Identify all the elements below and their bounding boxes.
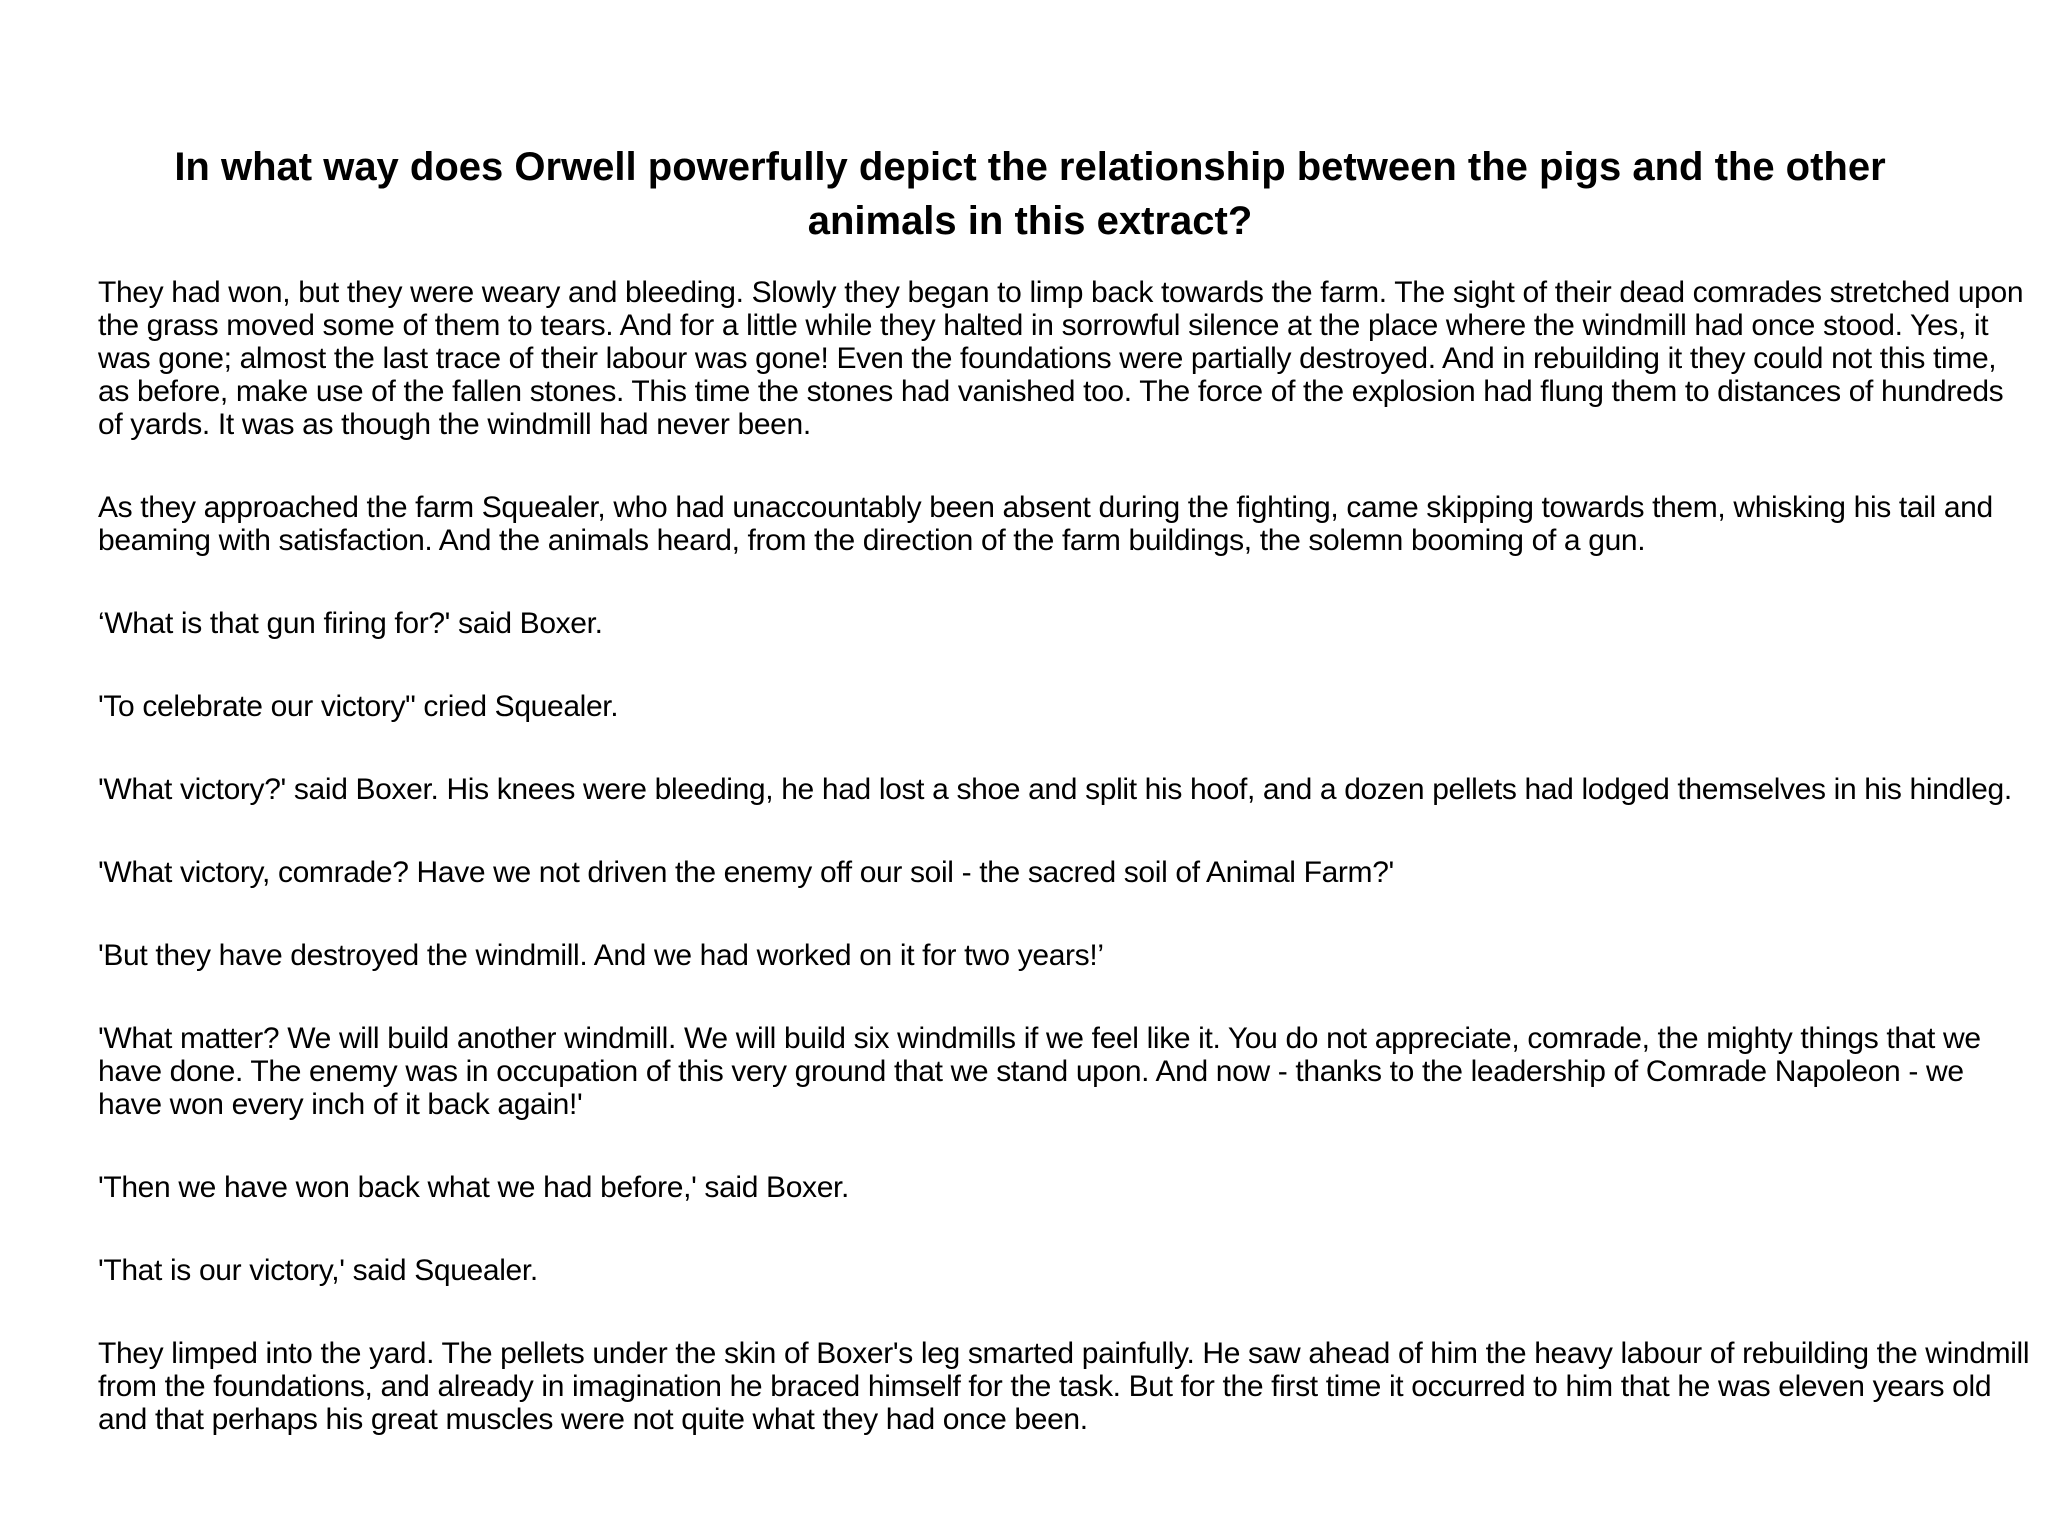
paragraph-7: 'But they have destroyed the windmill. And we had worked on it for two years!’ — [98, 939, 1104, 972]
paragraph-11: They limped into the yard. The pellets under the skin of Boxer's leg smarted painfully. He saw ahead of him the heavy labour of rebuilding the windmill from the foundations, and already in imagination he braced himself for the task. But for the first time it occurred to him that he was eleven years old and that perhaps his great muscles were not quite what they had once been. — [98, 1337, 2030, 1436]
paragraph-5: 'What victory?' said Boxer. His knees were bleeding, he had lost a shoe and split his hoof, and a dozen pellets had lodged themselves in his hindleg. — [98, 773, 2012, 806]
paragraph-3: ‘What is that gun firing for?' said Boxer. — [98, 607, 603, 640]
slide-title: In what way does Orwell powerfully depict the relationship between the pigs and the other animals in this extract? — [174, 145, 1886, 243]
paragraph-2: As they approached the farm Squealer, who had unaccountably been absent during the fighting, came skipping towards them, whisking his tail and beaming with satisfaction. And the animals heard, from the direction of the farm buildings, the solemn booming of a gun. — [98, 491, 1993, 557]
paragraph-8: 'What matter? We will build another windmill. We will build six windmills if we feel like it. You do not appreciate, comrade, the mighty things that we have done. The enemy was in occupation of this very ground that we stand upon. And now - thanks to the leadership of Comrade Napoleon - we have won every inch of it back again!' — [98, 1022, 1981, 1121]
paragraph-6: 'What victory, comrade? Have we not driven the enemy off our soil - the sacred soil of Animal Farm?' — [98, 856, 1394, 889]
extract-text — [98, 276, 2033, 1436]
paragraph-4: 'To celebrate our victory" cried Squealer. — [98, 690, 619, 723]
paragraph-10: 'That is our victory,' said Squealer. — [98, 1254, 538, 1287]
paragraph-9: 'Then we have won back what we had before,' said Boxer. — [98, 1171, 849, 1204]
paragraph-1: They had won, but they were weary and bleeding. Slowly they began to limp back towards the farm. The sight of their dead comrades stretched upon the grass moved some of them to tears. And for a little while they halted in sorrowful silence at the place where the windmill had once stood. Yes, it was gone; almost the last trace of their labour was gone! Even the foundations were partially destroyed. And in rebuilding it they could not this time, as before, make use of the fallen stones. This time the stones had vanished too. The force of the explosion had flung them to distances of hundreds of yards. It was as though the windmill had never been. — [98, 276, 2024, 441]
